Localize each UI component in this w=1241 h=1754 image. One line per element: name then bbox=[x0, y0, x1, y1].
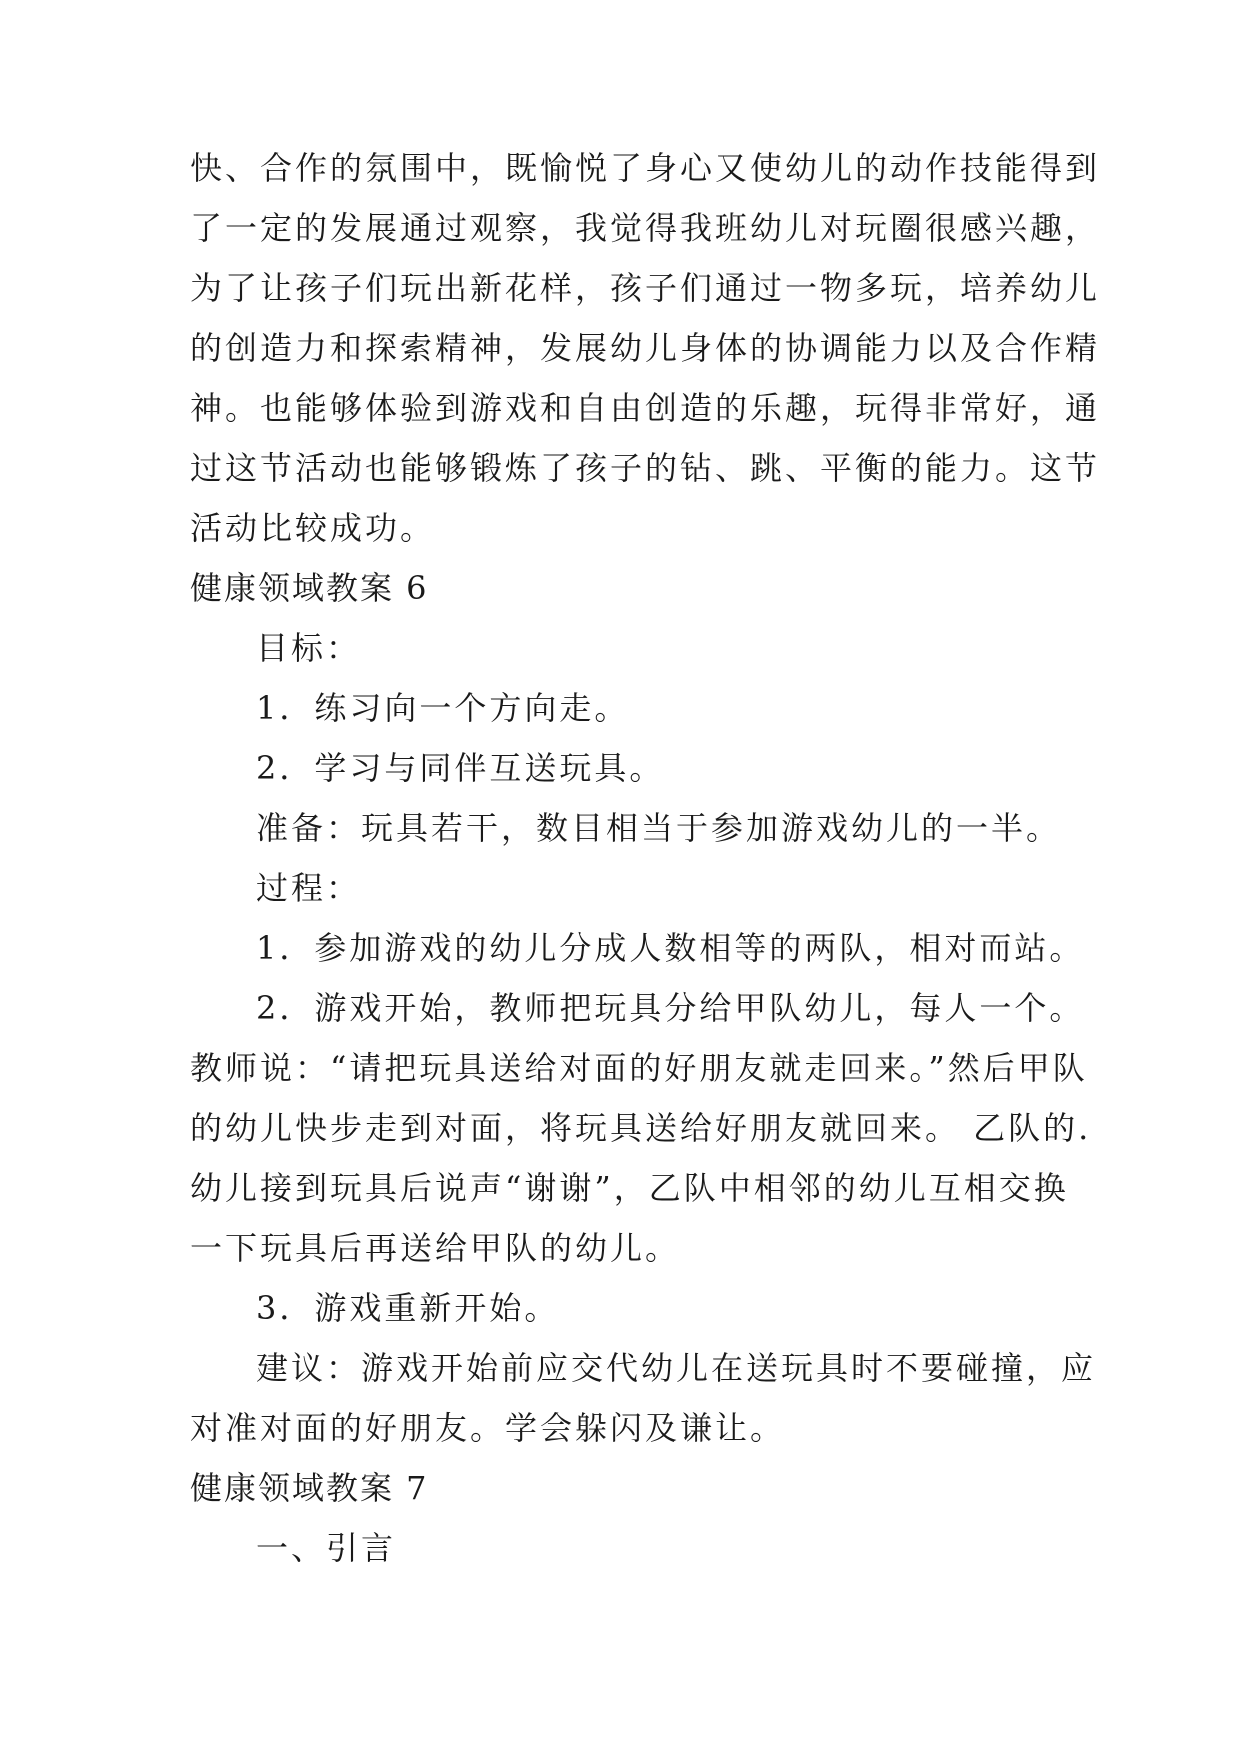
paragraph-line: 的幼儿快步走到对面，将玩具送给好朋友就回来。 乙队的. bbox=[190, 1109, 1092, 1147]
list-item: 2．游戏开始，教师把玩具分给甲队幼儿，每人一个。 bbox=[256, 989, 1085, 1027]
list-item: 2．学习与同伴互送玩具。 bbox=[256, 749, 665, 787]
list-item: 3．游戏重新开始。 bbox=[256, 1289, 560, 1327]
paragraph-line: 一下玩具后再送给甲队的幼儿。 bbox=[190, 1229, 681, 1267]
paragraph-line: 神。也能够体验到游戏和自由创造的乐趣，玩得非常好，通 bbox=[190, 389, 1101, 427]
suggestion-line: 建议：游戏开始前应交代幼儿在送玩具时不要碰撞，应 bbox=[256, 1349, 1097, 1387]
paragraph-line: 了一定的发展通过观察，我觉得我班幼儿对玩圈很感兴趣， bbox=[190, 209, 1101, 247]
subheading-goals: 目标： bbox=[256, 629, 362, 667]
paragraph-line: 的创造力和探索精神，发展幼儿身体的协调能力以及合作精 bbox=[190, 329, 1101, 367]
paragraph-line: 幼儿接到玩具后说声“谢谢”，乙队中相邻的幼儿互相交换 bbox=[190, 1169, 1069, 1207]
subheading-intro: 一、引言 bbox=[256, 1529, 397, 1567]
paragraph-line: 教师说：“请把玩具送给对面的好朋友就走回来。”然后甲队 bbox=[190, 1049, 1088, 1087]
preparation-line: 准备：玩具若干，数目相当于参加游戏幼儿的一半。 bbox=[256, 809, 1062, 847]
list-item: 1．练习向一个方向走。 bbox=[256, 689, 630, 727]
paragraph-line: 过这节活动也能够锻炼了孩子的钻、跳、平衡的能力。这节 bbox=[190, 449, 1101, 487]
paragraph-line: 快、合作的氛围中，既愉悦了身心又使幼儿的动作技能得到 bbox=[190, 149, 1101, 187]
paragraph-line: 为了让孩子们玩出新花样，孩子们通过一物多玩，培养幼儿 bbox=[190, 269, 1101, 307]
subheading-process: 过程： bbox=[256, 869, 362, 907]
section-heading: 健康领域教案 6 bbox=[190, 569, 429, 607]
section-heading: 健康领域教案 7 bbox=[190, 1469, 429, 1507]
paragraph-line: 活动比较成功。 bbox=[190, 509, 436, 547]
list-item: 1．参加游戏的幼儿分成人数相等的两队，相对而站。 bbox=[256, 929, 1085, 967]
paragraph-line: 对准对面的好朋友。学会躲闪及谦让。 bbox=[190, 1409, 786, 1447]
